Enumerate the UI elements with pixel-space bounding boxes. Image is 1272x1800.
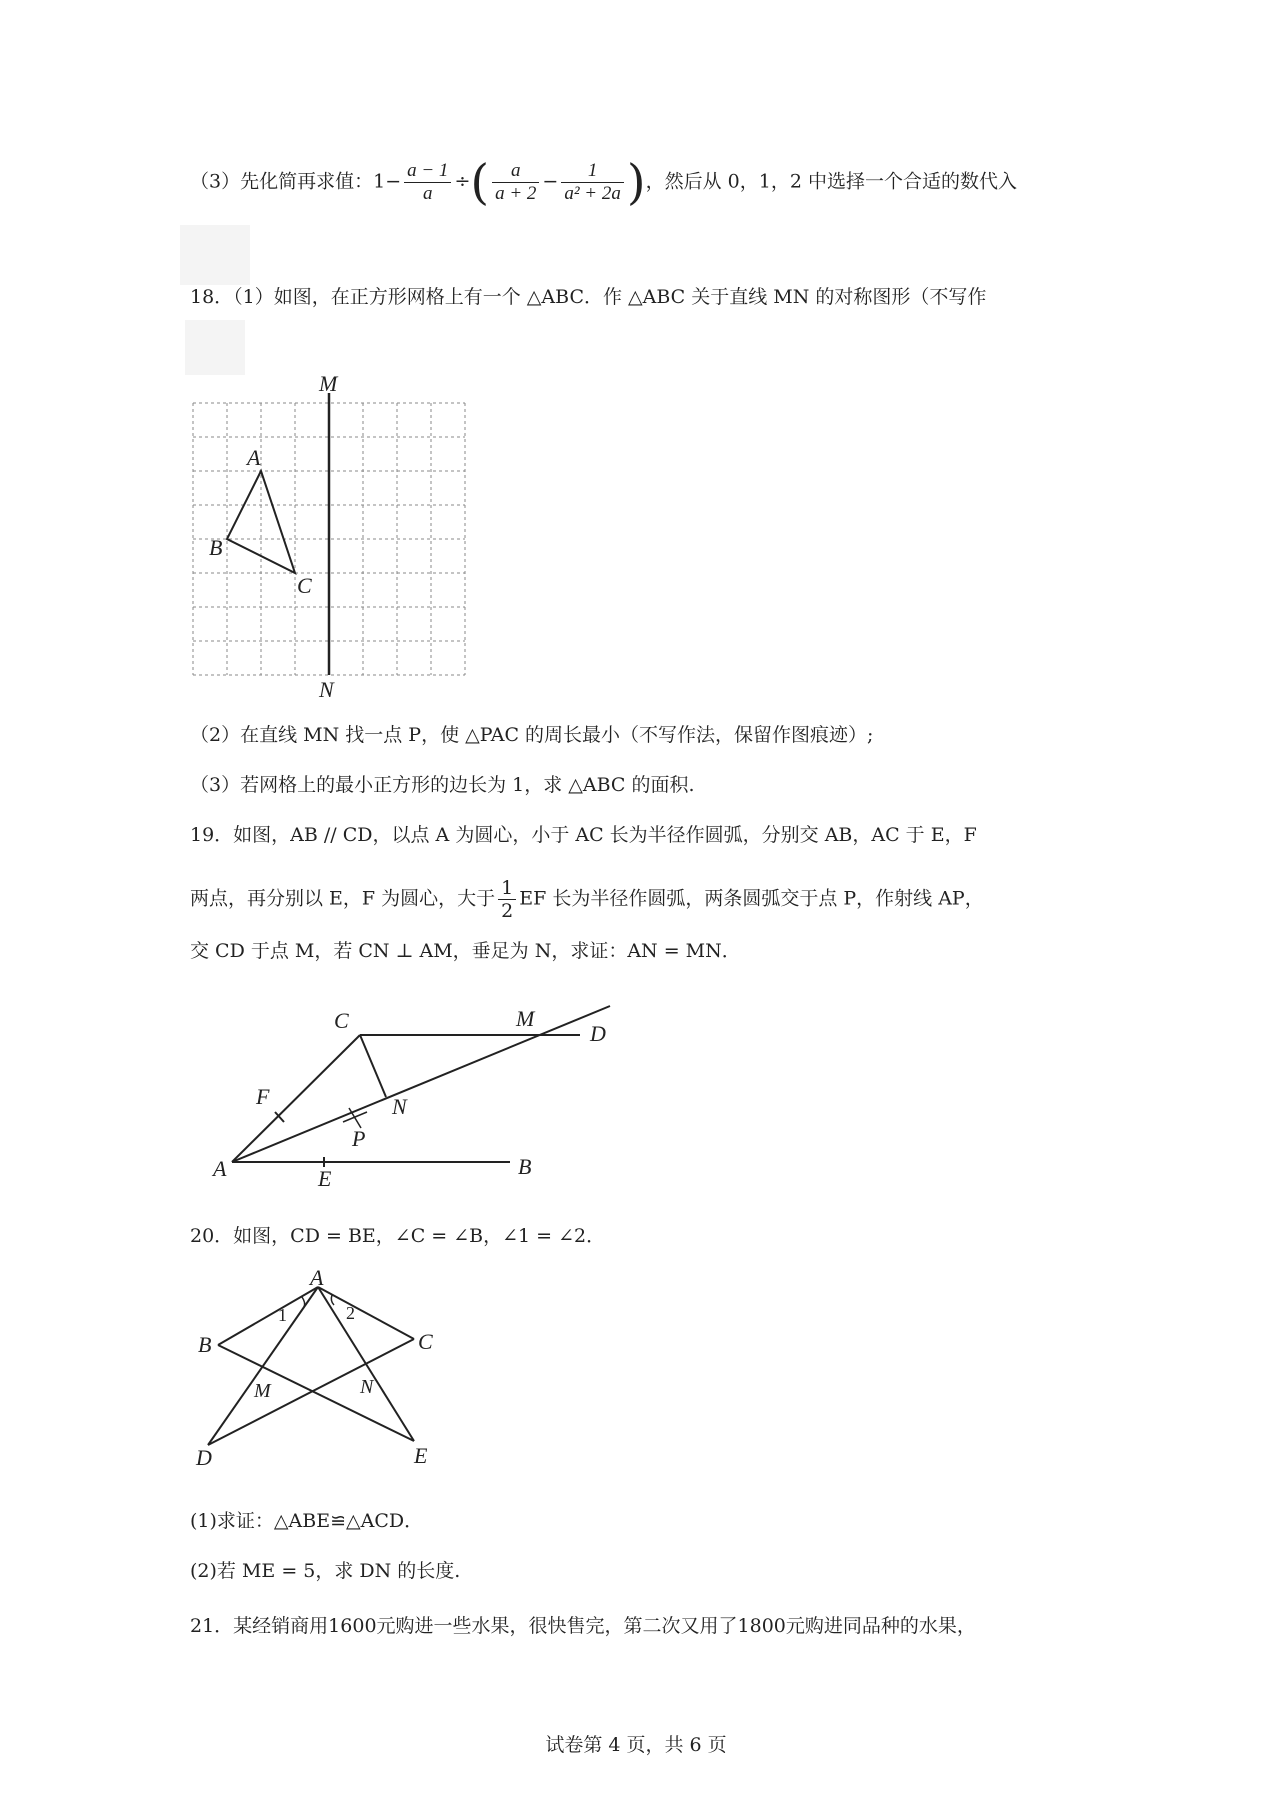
segment-ac [232, 1035, 360, 1162]
q17-frac1 [404, 160, 451, 205]
q19-line3: 交 CD 于点 M，若 CN ⊥ AM，垂足为 N，求证：AN = MN． [190, 940, 741, 962]
q18-part3: （3）若网格上的最小正方形的边长为 1，求 △ABC 的面积. [190, 774, 695, 796]
q17-part3 [190, 154, 1017, 211]
q17-frac2 [492, 160, 539, 205]
scan-smudge [180, 225, 250, 285]
label-n: N [319, 677, 334, 702]
label-d: D [590, 1021, 606, 1046]
q20-part2: (2)若 ME = 5，求 DN 的长度. [190, 1560, 461, 1582]
q19-figure [210, 1000, 650, 1200]
segment-ac [318, 1287, 414, 1339]
q18-intro: 18．（1）如图，在正方形网格上有一个 △ABC．作 △ABC 关于直线 MN 的对称图形（不写作 [190, 286, 987, 308]
q18-part2: （2）在直线 MN 找一点 P，使 △PAC 的周长最小（不写作法，保留作图痕迹）; [190, 724, 874, 746]
q19-half [498, 877, 516, 922]
segment-ab [218, 1287, 318, 1345]
label-angle-2: 2 [346, 1303, 355, 1323]
q17-div: ÷ [454, 170, 471, 193]
q17-one: 1 [373, 170, 386, 193]
q19-line2-pre: 两点，再分别以 E，F 为圆心，大于 [190, 887, 496, 910]
label-b: B [198, 1332, 212, 1357]
label-n: N [360, 1376, 374, 1398]
q17-lparen: ( [470, 154, 490, 211]
triangle-abc [227, 471, 295, 573]
q17-rparen: ) [626, 154, 646, 211]
q20-figure [196, 1265, 456, 1470]
segment-cn [360, 1035, 386, 1097]
q17-suffix: ，然后从 0，1，2 中选择一个合适的数代入 [645, 170, 1017, 193]
label-m: M [254, 1380, 271, 1402]
q17-frac2-den: a + 2 [495, 183, 537, 204]
label-e: E [414, 1443, 428, 1468]
q20-part1: (1)求证：△ABE≌△ACD． [190, 1510, 424, 1532]
label-n: N [392, 1094, 407, 1119]
q17-minus2: − [542, 170, 559, 193]
label-f: F [256, 1084, 270, 1109]
q19-half-num: 1 [498, 877, 516, 900]
label-c: C [297, 573, 312, 598]
label-a: A [310, 1265, 324, 1290]
ray-ap [232, 1006, 610, 1162]
q17-frac2-num: a [492, 160, 539, 183]
q21-intro: 21．某经销商用1600元购进一些水果，很快售完，第二次又用了1800元购进同品种的水果， [190, 1615, 976, 1637]
label-c: C [418, 1329, 433, 1354]
label-c: C [334, 1008, 349, 1033]
label-b: B [518, 1154, 532, 1179]
label-p: P [352, 1126, 366, 1151]
label-a: A [247, 445, 261, 470]
q17-minus: − [385, 170, 402, 193]
q19-line2-post: EF 长为半径作圆弧，两条圆弧交于点 P，作射线 AP， [519, 887, 984, 910]
q19-line1: 19．如图，AB // CD，以点 A 为圆心，小于 AC 长为半径作圆弧，分别交 AB，AC 于 E，F [190, 824, 977, 846]
label-angle-1: 1 [278, 1305, 287, 1325]
q17-frac1-den: a [423, 183, 433, 204]
label-m: M [516, 1006, 535, 1031]
q18-grid-figure [185, 371, 485, 702]
q19-half-den: 2 [501, 900, 514, 922]
q17-frac3-den: a² + 2a [564, 183, 621, 204]
label-a: A [213, 1156, 227, 1181]
label-b: B [209, 535, 223, 560]
q17-frac1-num: a − 1 [404, 160, 451, 183]
label-d: D [196, 1445, 212, 1470]
q20-intro: 20．如图，CD = BE，∠C = ∠B，∠1 = ∠2． [190, 1225, 606, 1247]
label-m: M [319, 371, 338, 396]
q17-frac3 [561, 160, 624, 205]
q17-frac3-num: 1 [561, 160, 624, 183]
page-footer: 试卷第 4 页，共 6 页 [545, 1734, 727, 1756]
label-e: E [318, 1166, 332, 1191]
q19-line2 [190, 877, 984, 922]
scan-smudge [185, 320, 245, 375]
q17-prefix: （3）先化简再求值： [190, 170, 374, 193]
